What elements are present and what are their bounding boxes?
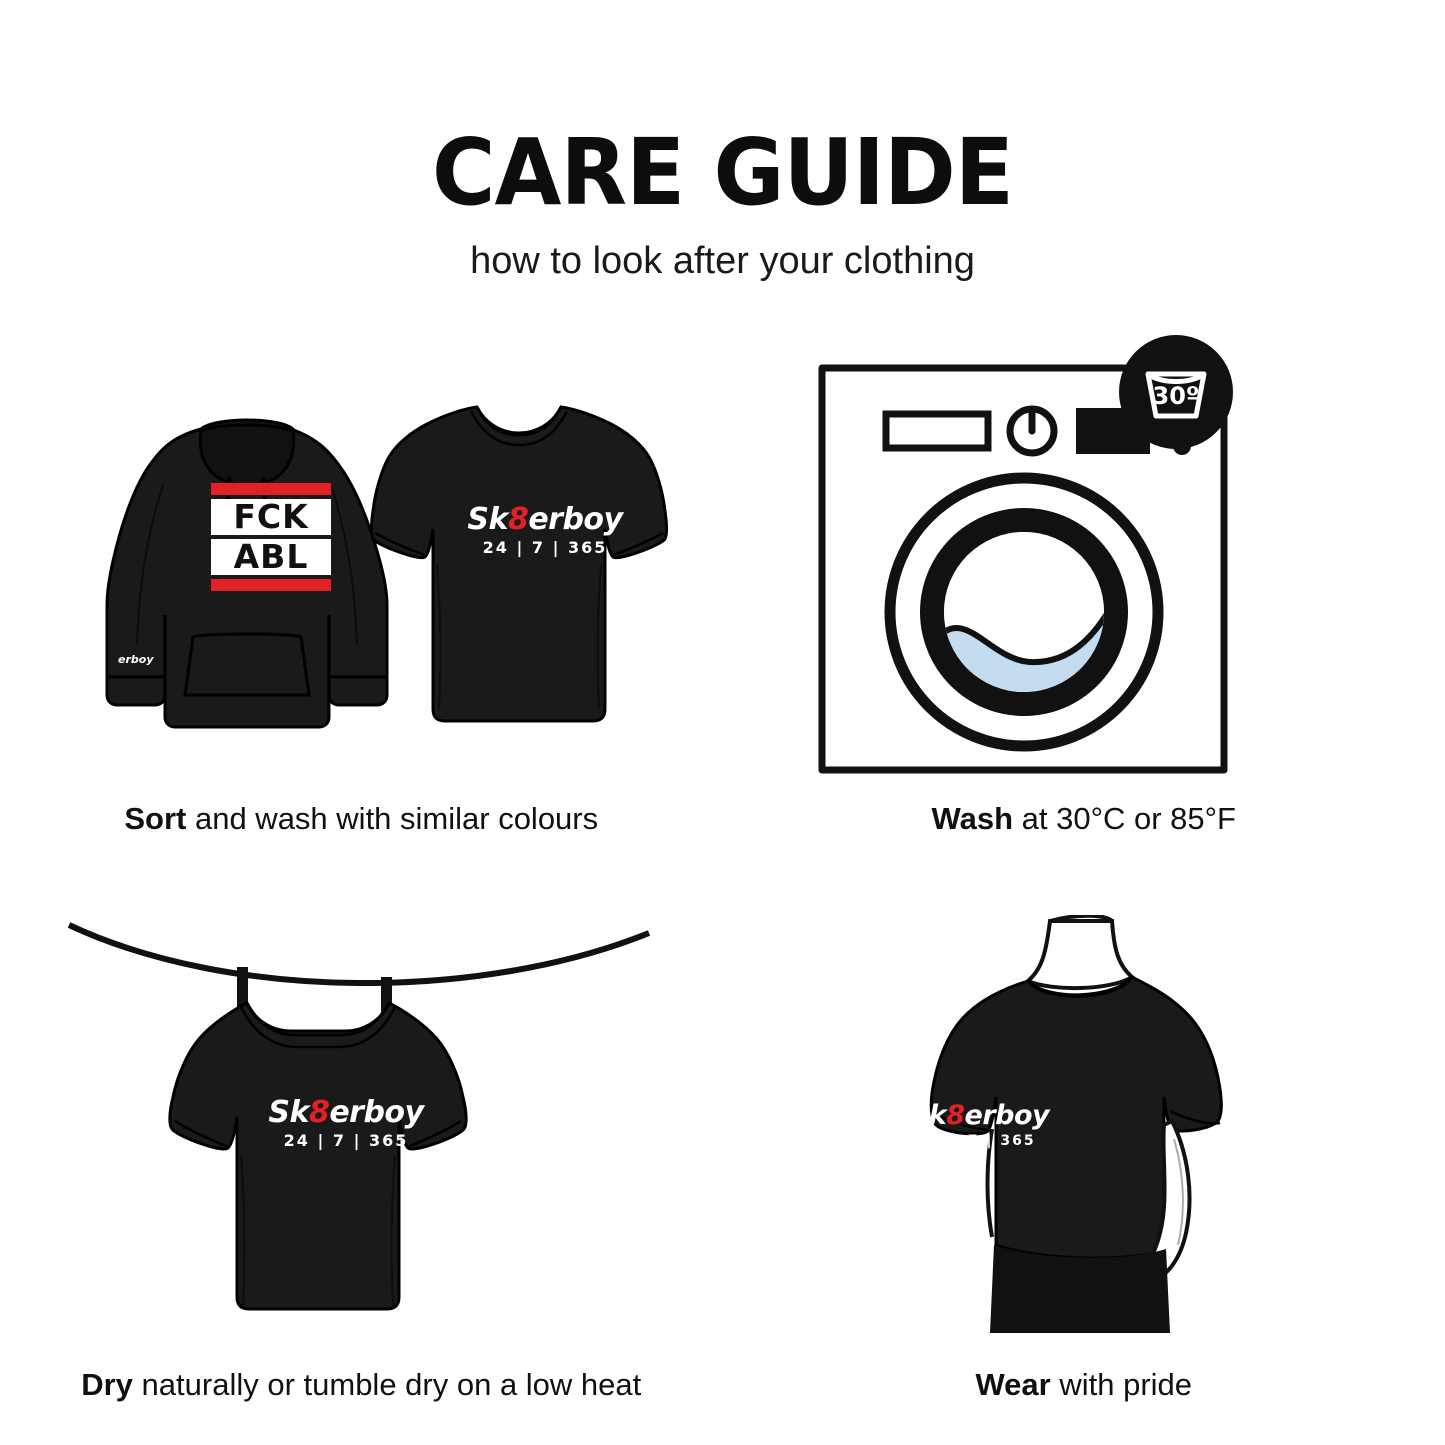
washing-machine-icon [723, 330, 1445, 800]
tshirt-on-clothesline-icon [0, 890, 723, 1360]
page-title: CARE GUIDE [431, 119, 1014, 226]
caption-wear-rest: with pride [1050, 1367, 1193, 1402]
caption-wear [975, 1366, 1192, 1403]
step-sort [0, 330, 723, 890]
header [0, 0, 1445, 283]
hoodie-sleeve-logo: erboy [118, 653, 154, 666]
brand-wordmark: Sk8erboy [909, 1100, 1050, 1131]
person-wearing-tshirt-icon [723, 890, 1445, 1360]
page-subtitle: how to look after your clothing [470, 240, 975, 283]
caption-wash [932, 800, 1236, 837]
step-wash [723, 330, 1445, 890]
tshirt-icon [372, 407, 667, 721]
model-illustration [874, 915, 1294, 1335]
print-bar-top [211, 483, 331, 495]
badge-temperature-label: 30º [1152, 382, 1199, 410]
caption-wash-rest: at 30°C or 85°F [1013, 801, 1236, 836]
hoodie-print-fck-abl [211, 483, 331, 591]
brand-wordmark: Sk8erboy [268, 1095, 424, 1130]
print-bar-bottom [211, 579, 331, 591]
print-line-1: FCK [211, 499, 331, 535]
caption-wash-bold: Wash [931, 801, 1014, 836]
washing-machine-illustration [804, 340, 1364, 790]
caption-sort [124, 800, 598, 837]
step-dry [0, 890, 723, 1430]
caption-dry-rest: naturally or tumble dry on a low heat [132, 1367, 642, 1402]
brand-tagline: 24 | 7 | 365 [923, 1133, 1036, 1149]
caption-sort-rest: and wash with similar colours [186, 801, 599, 836]
hoodie-and-tshirt-icon [0, 330, 723, 800]
caption-wear-bold: Wear [975, 1367, 1051, 1402]
brand-wordmark: Sk8erboy [467, 502, 623, 537]
steps-grid [0, 330, 1445, 1430]
caption-dry [81, 1366, 641, 1403]
step-wear [723, 890, 1445, 1430]
brand-tagline: 24 | 7 | 365 [482, 538, 608, 557]
wash-temperature-badge [1116, 332, 1236, 452]
caption-dry-bold: Dry [81, 1367, 133, 1402]
brand-tagline: 24 | 7 | 365 [283, 1131, 409, 1150]
clothesline-illustration [51, 915, 671, 1335]
garments-illustration [51, 365, 671, 765]
caption-sort-bold: Sort [124, 801, 187, 836]
print-line-2: ABL [211, 539, 331, 575]
